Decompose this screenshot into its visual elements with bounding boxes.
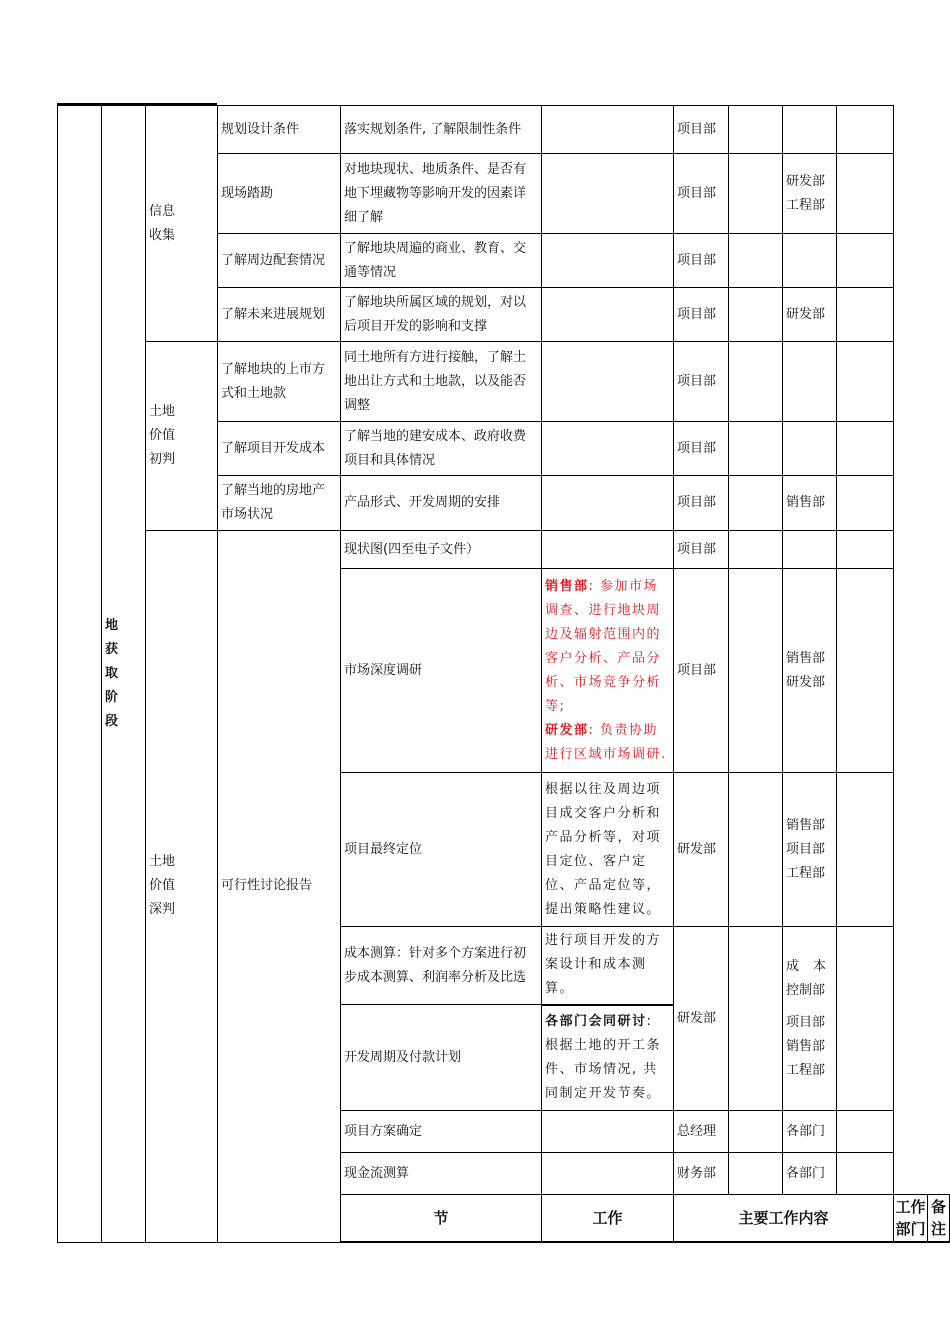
item-cell: 了解当地的房地产市场状况 xyxy=(218,476,341,531)
item-cell: 了解项目开发成本 xyxy=(218,422,341,476)
col-header-content: 主要工作内容 xyxy=(674,1195,894,1243)
note-cell: 根据以往及周边项目成交客户分析和产品分析等，对项目定位、客户定位、产品定位等，提出策略性建议。 xyxy=(542,773,674,927)
dept-cell-2 xyxy=(729,476,783,531)
section-cell xyxy=(58,106,102,1243)
remark-cell xyxy=(837,288,894,342)
feasibility-cell: 可行性讨论报告 xyxy=(218,531,341,1243)
note-cell xyxy=(542,106,674,154)
content-cell: 项目最终定位 xyxy=(341,773,542,927)
dept-cell: 项目部 xyxy=(674,342,729,422)
coop-cell xyxy=(783,106,837,154)
dept-cell-2 xyxy=(729,1111,783,1153)
dept-cell: 财务部 xyxy=(674,1153,729,1195)
note-cell xyxy=(542,422,674,476)
content-cell: 了解地块所属区域的规划，对以后项目开发的影响和支撑 xyxy=(341,288,542,342)
coop-cell xyxy=(783,342,837,422)
note-cell xyxy=(542,234,674,288)
dept-cell: 项目部 xyxy=(674,531,729,569)
note-label: 各部门会同研讨 xyxy=(545,1013,647,1029)
content-cell: 现状图(四至电子文件） xyxy=(341,531,542,569)
coop-cell: 研发部 工程部 xyxy=(783,154,837,234)
item-cell: 现场踏勘 xyxy=(218,154,341,234)
content-cell: 现金流测算 xyxy=(341,1153,542,1195)
remark-cell xyxy=(837,773,894,927)
table-row xyxy=(58,531,950,569)
note-cell xyxy=(542,531,674,569)
remark-cell xyxy=(837,927,894,1111)
coop-cell: 各部门 xyxy=(783,1111,837,1153)
remark-cell xyxy=(837,531,894,569)
dept-cell-2 xyxy=(729,569,783,773)
remark-cell xyxy=(837,476,894,531)
content-cell: 产品形式、开发周期的安排 xyxy=(341,476,542,531)
note-cell xyxy=(542,1153,674,1195)
note-text: : 根据土地的开工条件、市场情况, 共同制定开发节奏。 xyxy=(545,1013,662,1101)
table-row xyxy=(58,106,950,154)
remark-cell xyxy=(837,106,894,154)
coop-cell: 销售部 研发部 xyxy=(783,569,837,773)
content-cell: 了解地块周遍的商业、教育、交通等情况 xyxy=(341,234,542,288)
note-label: 销售部 xyxy=(545,578,589,594)
coop-cell xyxy=(783,234,837,288)
stage-label: 地 获 取 阶 段 xyxy=(102,106,146,1243)
dept-cell: 项目部 xyxy=(674,154,729,234)
dept-cell: 项目部 xyxy=(674,476,729,531)
dept-cell-2 xyxy=(729,234,783,288)
dept-cell-2 xyxy=(729,927,783,1111)
dept-cell: 项目部 xyxy=(674,569,729,773)
note-label: 研发部 xyxy=(545,722,589,738)
note-cell xyxy=(542,569,674,773)
coop-cell xyxy=(783,531,837,569)
coop-cell: 成 本 控制部 项目部 销售部 工程部 xyxy=(783,927,837,1111)
item-cell: 规划设计条件 xyxy=(218,106,341,154)
remark-cell xyxy=(837,342,894,422)
note-cell xyxy=(542,1111,674,1153)
dept-cell: 研发部 xyxy=(674,773,729,927)
note-cell xyxy=(542,154,674,234)
dept-cell-2 xyxy=(729,106,783,154)
col-header-dept: 工作部门 xyxy=(894,1195,928,1243)
table-row xyxy=(58,342,950,422)
dept-cell: 项目部 xyxy=(674,106,729,154)
col-header-section: 节 xyxy=(341,1195,542,1243)
note-cell: 进行项目开发的方案设计和成本测算。 xyxy=(542,927,674,1005)
remark-cell xyxy=(837,234,894,288)
coop-cell: 销售部 项目部 工程部 xyxy=(783,773,837,927)
note-cell xyxy=(542,476,674,531)
coop-cell: 销售部 xyxy=(783,476,837,531)
dept-cell-2 xyxy=(729,1153,783,1195)
item-cell: 了解周边配套情况 xyxy=(218,234,341,288)
remark-cell xyxy=(837,154,894,234)
note-text: : 负责协助进行区域市场调研. xyxy=(545,722,667,762)
remark-cell xyxy=(837,569,894,773)
content-cell: 成本测算：针对多个方案进行初步成本测算、利润率分析及比选 xyxy=(341,927,542,1005)
remark-cell xyxy=(837,1153,894,1195)
item-cell: 了解地块的上市方式和土地款 xyxy=(218,342,341,422)
coop-cost-line: 成 本 xyxy=(786,958,826,974)
group-value-initial: 土地 价值 初判 xyxy=(146,342,218,531)
dept-cell: 总经理 xyxy=(674,1111,729,1153)
note-cell xyxy=(542,342,674,422)
content-cell: 对地块现状、地质条件、是否有地下埋藏物等影响开发的因素详细了解 xyxy=(341,154,542,234)
col-header-remark: 备注 xyxy=(927,1195,949,1243)
content-cell: 了解当地的建安成本、政府收费项目和具体情况 xyxy=(341,422,542,476)
dept-cell-2 xyxy=(729,154,783,234)
content-cell: 落实规划条件, 了解限制性条件 xyxy=(341,106,542,154)
dept-cell: 项目部 xyxy=(674,234,729,288)
content-cell: 开发周期及付款计划 xyxy=(341,1005,542,1111)
dept-cell-2 xyxy=(729,773,783,927)
coop-cell: 各部门 xyxy=(783,1153,837,1195)
dept-cell-2 xyxy=(729,288,783,342)
dept-cell-2 xyxy=(729,531,783,569)
group-value-deep: 土地 价值 深判 xyxy=(146,531,218,1243)
group-info: 信息 收集 xyxy=(146,106,218,342)
coop-cell xyxy=(783,422,837,476)
col-header-work: 工作 xyxy=(542,1195,674,1243)
dept-cell: 项目部 xyxy=(674,288,729,342)
content-cell: 市场深度调研 xyxy=(341,569,542,773)
item-cell: 了解未来进展规划 xyxy=(218,288,341,342)
note-cell xyxy=(542,288,674,342)
coop-cell: 研发部 xyxy=(783,288,837,342)
remark-cell xyxy=(837,422,894,476)
remark-cell xyxy=(837,1111,894,1153)
note-cell xyxy=(542,1005,674,1111)
dept-cell-2 xyxy=(729,422,783,476)
content-cell: 同土地所有方进行接触，了解土地出让方式和土地款，以及能否调整 xyxy=(341,342,542,422)
content-cell: 项目方案确定 xyxy=(341,1111,542,1153)
dept-cell: 研发部 xyxy=(674,927,729,1111)
note-text: : 参加市场调查、进行地块周边及辐射范围内的客户分析、产品分析、市场竞争分析等; xyxy=(545,578,662,714)
dept-cell-2 xyxy=(729,342,783,422)
work-table xyxy=(57,105,950,1243)
dept-cell: 项目部 xyxy=(674,422,729,476)
